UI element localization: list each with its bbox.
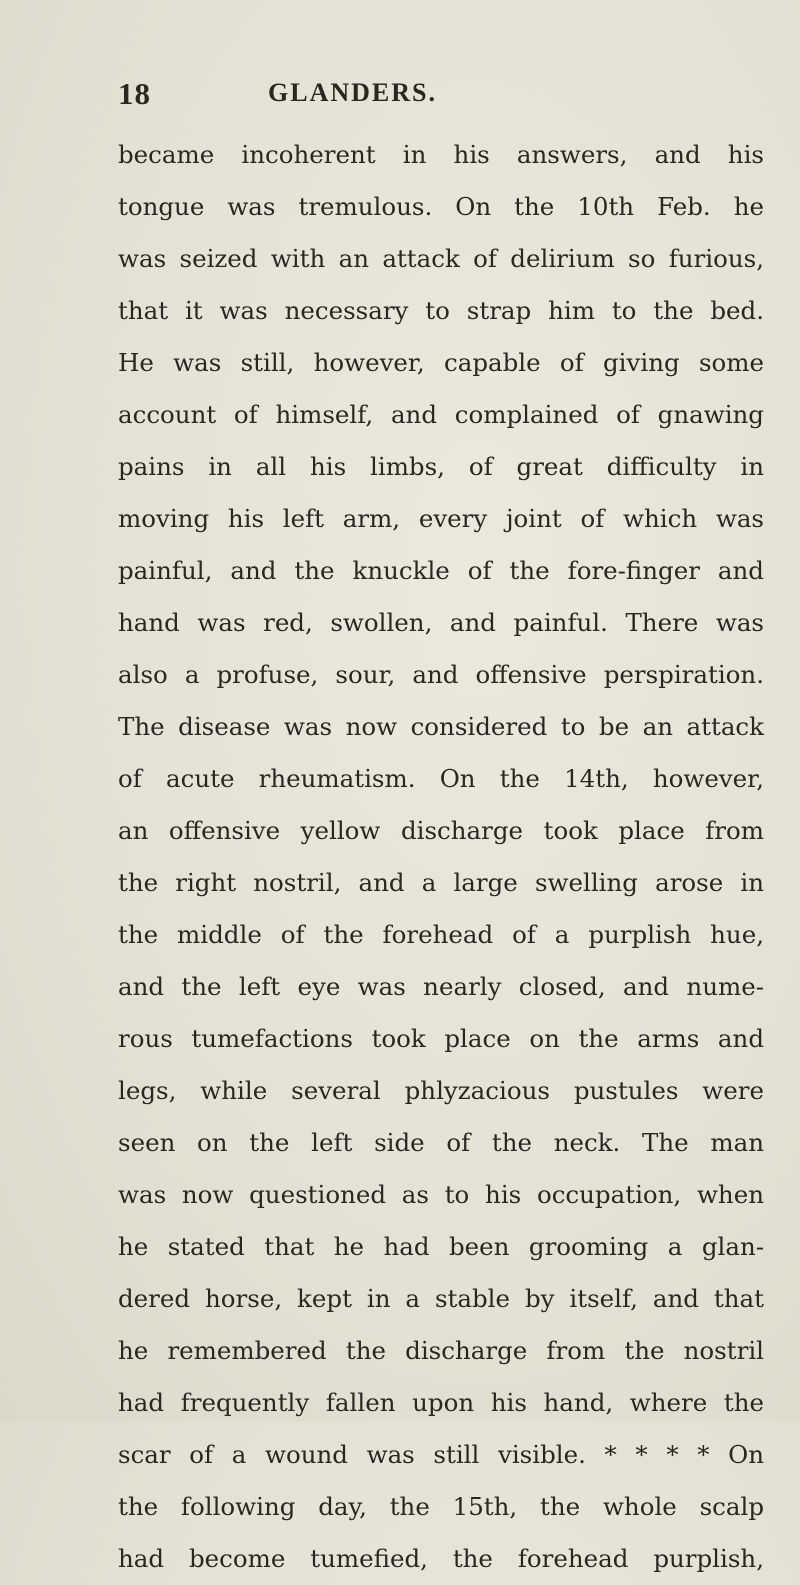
page-number: 18 bbox=[118, 76, 151, 111]
text-line: seen on the left side of the neck. The man bbox=[118, 1128, 764, 1157]
text-line: he remembered the discharge from the nostril bbox=[118, 1336, 764, 1365]
text-line: account of himself, and complained of gnawing bbox=[118, 400, 764, 429]
text-line: also a profuse, sour, and offensive perspiration. bbox=[118, 660, 764, 689]
text-line: scar of a wound was still visible. * * * * On bbox=[118, 1440, 764, 1469]
text-line: and the left eye was nearly closed, and nume- bbox=[118, 972, 764, 1001]
text-line: painful, and the knuckle of the fore-finger and bbox=[118, 556, 764, 585]
text-line: the right nostril, and a large swelling arose in bbox=[118, 868, 764, 897]
text-line: became incoherent in his answers, and his bbox=[118, 140, 764, 169]
text-line: He was still, however, capable of giving some bbox=[118, 348, 764, 377]
text-line: the following day, the 15th, the whole scalp bbox=[118, 1492, 764, 1521]
text-line: the middle of the forehead of a purplish hue, bbox=[118, 920, 764, 949]
text-line: was seized with an attack of delirium so furious, bbox=[118, 244, 764, 273]
text-line: had frequently fallen upon his hand, where the bbox=[118, 1388, 764, 1417]
body-text bbox=[118, 129, 764, 1585]
text-line: an offensive yellow discharge took place from bbox=[118, 816, 764, 845]
text-line: hand was red, swollen, and painful. There was bbox=[118, 608, 764, 637]
text-line: he stated that he had been grooming a glan- bbox=[118, 1232, 764, 1261]
page-header bbox=[118, 76, 758, 116]
text-line: tongue was tremulous. On the 10th Feb. he bbox=[118, 192, 764, 221]
running-head: GLANDERS. bbox=[268, 78, 437, 107]
text-line: legs, while several phlyzacious pustules were bbox=[118, 1076, 764, 1105]
text-line: moving his left arm, every joint of which was bbox=[118, 504, 764, 533]
text-line: pains in all his limbs, of great difficulty in bbox=[118, 452, 764, 481]
text-line: was now questioned as to his occupation, when bbox=[118, 1180, 764, 1209]
text-line: that it was necessary to strap him to the bed. bbox=[118, 296, 764, 325]
text-line: of acute rheumatism. On the 14th, however, bbox=[118, 764, 764, 793]
text-line: The disease was now considered to be an attack bbox=[118, 712, 764, 741]
text-line: dered horse, kept in a stable by itself, and that bbox=[118, 1284, 764, 1313]
text-line: rous tumefactions took place on the arms and bbox=[118, 1024, 764, 1053]
text-line: had become tumefied, the forehead purplish, bbox=[118, 1544, 764, 1573]
